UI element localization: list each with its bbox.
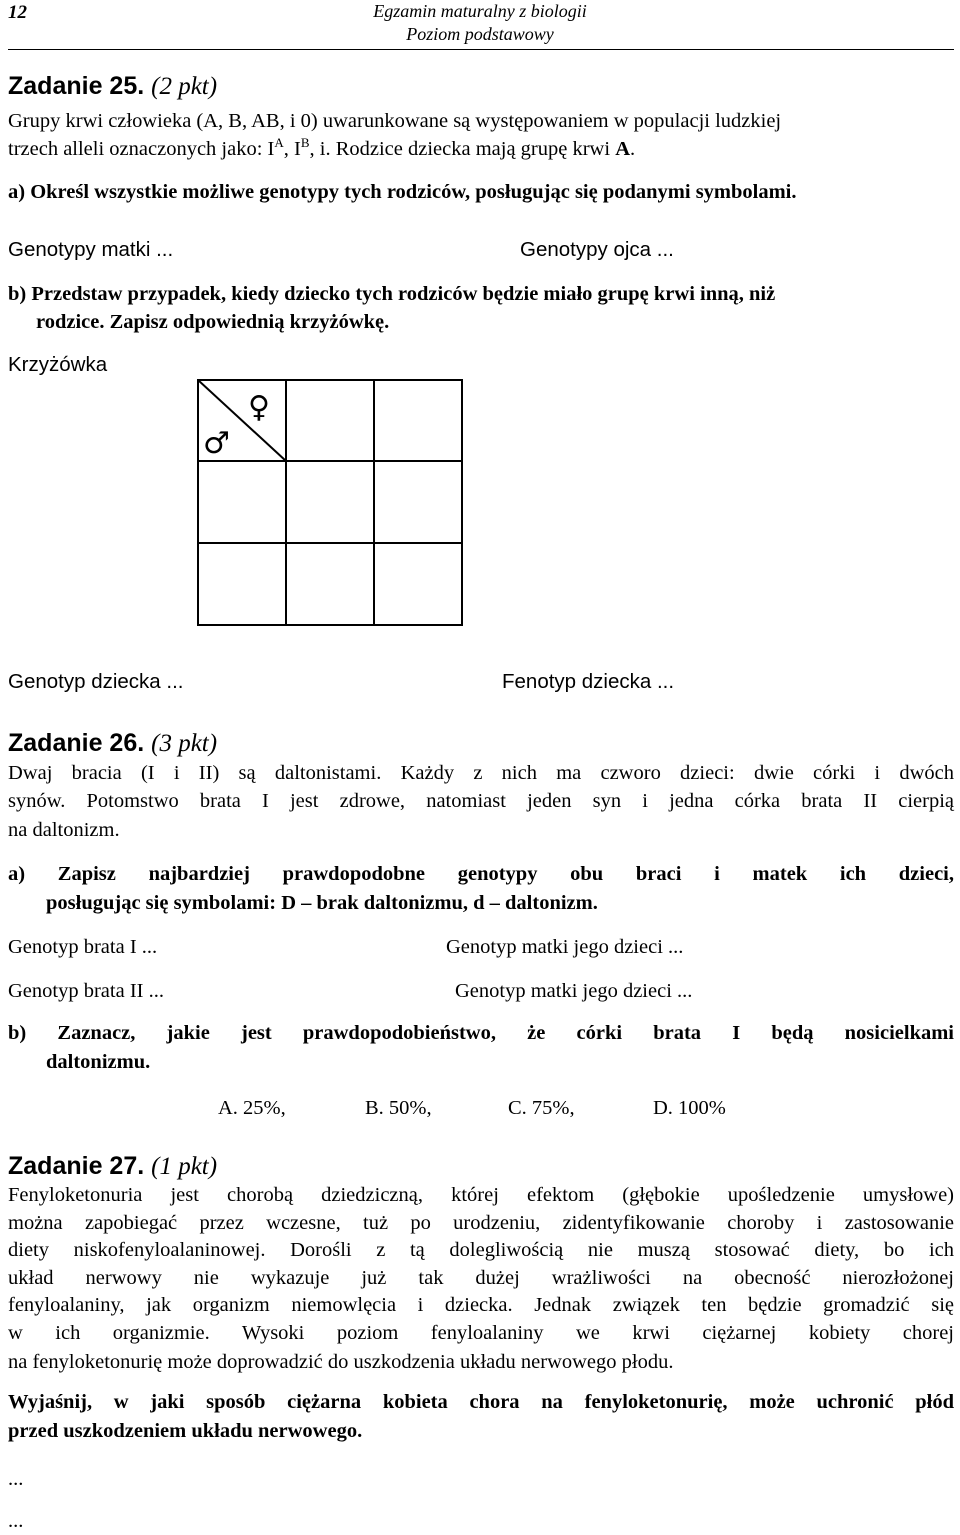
- punnett-square[interactable]: [197, 379, 465, 629]
- task25-title: Zadanie 25.: [8, 72, 145, 100]
- task26-part-a-line1: a) Zapisz najbardziej prawdopodobne genotypy obu braci i matek ich dzieci,: [8, 863, 954, 885]
- option-d[interactable]: D. 100%: [653, 1097, 726, 1119]
- task27-question-line2: przed uszkodzeniem układu nerwowego.: [8, 1420, 363, 1442]
- child-genotype-field[interactable]: Genotyp dziecka ...: [8, 670, 184, 693]
- task26-part-a-line2: posługując się symbolami: D – brak daltonizmu, d – daltonizm.: [46, 892, 598, 914]
- task26-points: (3 pkt): [151, 730, 218, 757]
- child-phenotype-field[interactable]: Fenotyp dziecka ...: [502, 670, 675, 693]
- task26-heading: [8, 729, 217, 758]
- task27-heading: [8, 1152, 217, 1181]
- task25-points: (2 pkt): [151, 73, 218, 100]
- brother1-genotype-field[interactable]: Genotyp brata I ...: [8, 936, 158, 958]
- header-rule: [8, 49, 954, 50]
- answer-line-1[interactable]: ...: [8, 1468, 24, 1490]
- task27-question-line1: Wyjaśnij, w jaki sposób ciężarna kobieta chora na fenyloketonurię, może uchronić płód: [8, 1391, 954, 1413]
- answer-line-2[interactable]: ...: [8, 1510, 24, 1532]
- task26-title: Zadanie 26.: [8, 729, 145, 757]
- task25-part-b-line1: b) Przedstaw przypadek, kiedy dziecko tych rodziców będzie miało grupę krwi inną, niż: [8, 283, 776, 305]
- task27-text-line7: na fenyloketonurię może doprowadzić do uszkodzenia układu nerwowego płodu.: [8, 1351, 674, 1373]
- exam-level: Poziom podstawowy: [406, 24, 554, 44]
- task26-part-b-line1: b) Zaznacz, jakie jest prawdopodobieństwo, że córki brata I będą nosicielkami: [8, 1022, 954, 1044]
- task25-part-b-line2: rodzice. Zapisz odpowiednią krzyżówkę.: [36, 311, 390, 333]
- female-symbol-icon: ♀: [248, 390, 270, 425]
- task27-text-line6: w ich organizmie. Wysoki poziom fenyloalaniny we krwi ciężarnej kobiety chorej: [8, 1322, 954, 1344]
- task25-intro-line2: trzech alleli oznaczonych jako: $I^A$, $I^B$, i. Rodzice dziecka mają grupę krwi A.: [8, 135, 636, 160]
- task26-part-b-line2: daltonizmu.: [46, 1051, 151, 1073]
- mother-genotypes-field[interactable]: Genotypy matki ...: [8, 238, 174, 261]
- brother2-genotype-field[interactable]: Genotyp brata II ...: [8, 980, 164, 1002]
- mother1-genotype-field[interactable]: Genotyp matki jego dzieci ...: [446, 936, 684, 958]
- male-symbol-icon: ♂: [203, 426, 230, 461]
- page-number: 12: [8, 2, 27, 23]
- task27-title: Zadanie 27.: [8, 1152, 145, 1180]
- parents-blood-group: A: [615, 138, 630, 160]
- exam-title: Egzamin maturalny z biologii: [373, 1, 587, 21]
- task27-text-line5: fenyloalaniny, jak organizm niemowlęcia i dziecka. Jednak związek ten będzie gromadzić się: [8, 1294, 954, 1316]
- task25-heading: [8, 72, 217, 101]
- task27-points: (1 pkt): [151, 1153, 218, 1180]
- task25-intro-line1: Grupy krwi człowieka (A, B, AB, i 0) uwarunkowane są występowaniem w populacji ludzkiej: [8, 110, 782, 132]
- cross-label: Krzyżówka: [8, 353, 108, 376]
- mother2-genotype-field[interactable]: Genotyp matki jego dzieci ...: [455, 980, 693, 1002]
- option-c[interactable]: C. 75%,: [508, 1097, 575, 1119]
- task27-text-line4: układ nerwowy nie wykazuje już tak dużej wrażliwości na obecność nierozłożonej: [8, 1267, 954, 1289]
- task27-text-line3: diety niskofenyloalaninowej. Dorośli z tą dolegliwością nie muszą stosować diety, bo ich: [8, 1239, 954, 1261]
- task26-intro-line3: na daltonizm.: [8, 819, 120, 841]
- father-genotypes-field[interactable]: Genotypy ojca ...: [520, 238, 674, 261]
- option-b[interactable]: B. 50%,: [365, 1097, 432, 1119]
- task25-part-a: a) Określ wszystkie możliwe genotypy tych rodziców, posługując się podanymi symbolami.: [8, 181, 797, 203]
- task26-intro-line1: Dwaj bracia (I i II) są daltonistami. Każdy z nich ma czworo dzieci: dwie córki i dwóch: [8, 762, 954, 784]
- task27-text-line1: Fenyloketonuria jest chorobą dziedziczną, której efektom (głębokie upośledzenie umysłowe): [8, 1184, 954, 1206]
- allele-a-superscript: A: [274, 135, 284, 150]
- option-a[interactable]: A. 25%,: [218, 1097, 286, 1119]
- task27-text-line2: można zapobiegać przez wczesne, tuż po urodzeniu, zidentyfikowanie choroby i zastosowanie: [8, 1212, 954, 1234]
- task26-intro-line2: synów. Potomstwo brata I jest zdrowe, natomiast jeden syn i jedna córka brata II cierpią: [8, 790, 954, 812]
- allele-b-superscript: B: [300, 135, 310, 150]
